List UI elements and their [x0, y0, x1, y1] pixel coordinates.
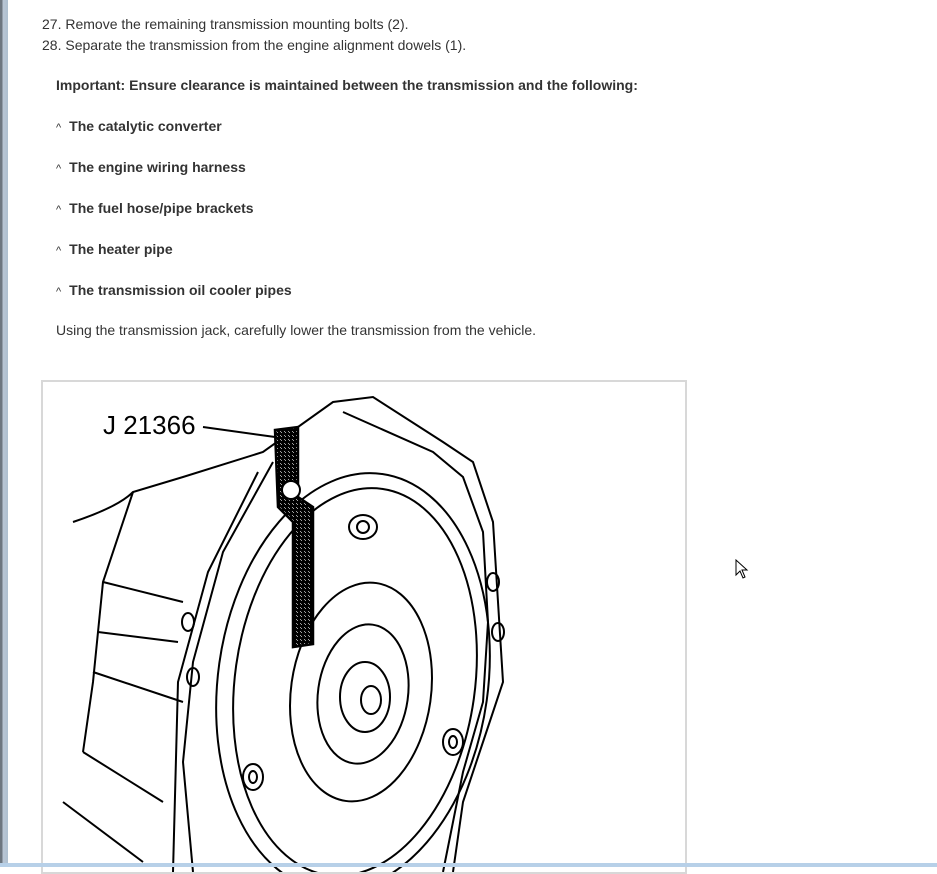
bullet-text: The catalytic converter: [69, 118, 222, 134]
bullet-item: [56, 159, 246, 175]
step-27: 27. Remove the remaining transmission mounting bolts (2).: [42, 16, 409, 32]
window-left-border: [0, 0, 8, 863]
bullet-text: The transmission oil cooler pipes: [69, 282, 292, 298]
bullet-item: [56, 200, 254, 216]
bullet-item: [56, 118, 222, 134]
caret-icon: ^: [56, 204, 62, 216]
bullet-text: The engine wiring harness: [69, 159, 246, 175]
bullet-text: The heater pipe: [69, 241, 173, 257]
bullet-item: [56, 282, 292, 298]
caret-icon: ^: [56, 163, 62, 175]
caret-icon: ^: [56, 245, 62, 257]
procedure-note: Using the transmission jack, carefully lower the transmission from the vehicle.: [56, 322, 537, 338]
bullet-item: [56, 241, 173, 257]
important-note: Important: Ensure clearance is maintained between the transmission and the following:: [56, 77, 638, 93]
alignment-tool-shape: [275, 427, 313, 647]
mouse-cursor-icon: [735, 559, 749, 581]
step-28: 28. Separate the transmission from the engine alignment dowels (1).: [42, 37, 467, 53]
caret-icon: ^: [56, 122, 62, 134]
caret-icon: ^: [56, 286, 62, 298]
tool-label: J 21366: [103, 410, 196, 440]
bullet-text: The fuel hose/pipe brackets: [69, 200, 254, 216]
transmission-illustration: [41, 380, 687, 874]
window-bottom-border: [0, 863, 937, 867]
